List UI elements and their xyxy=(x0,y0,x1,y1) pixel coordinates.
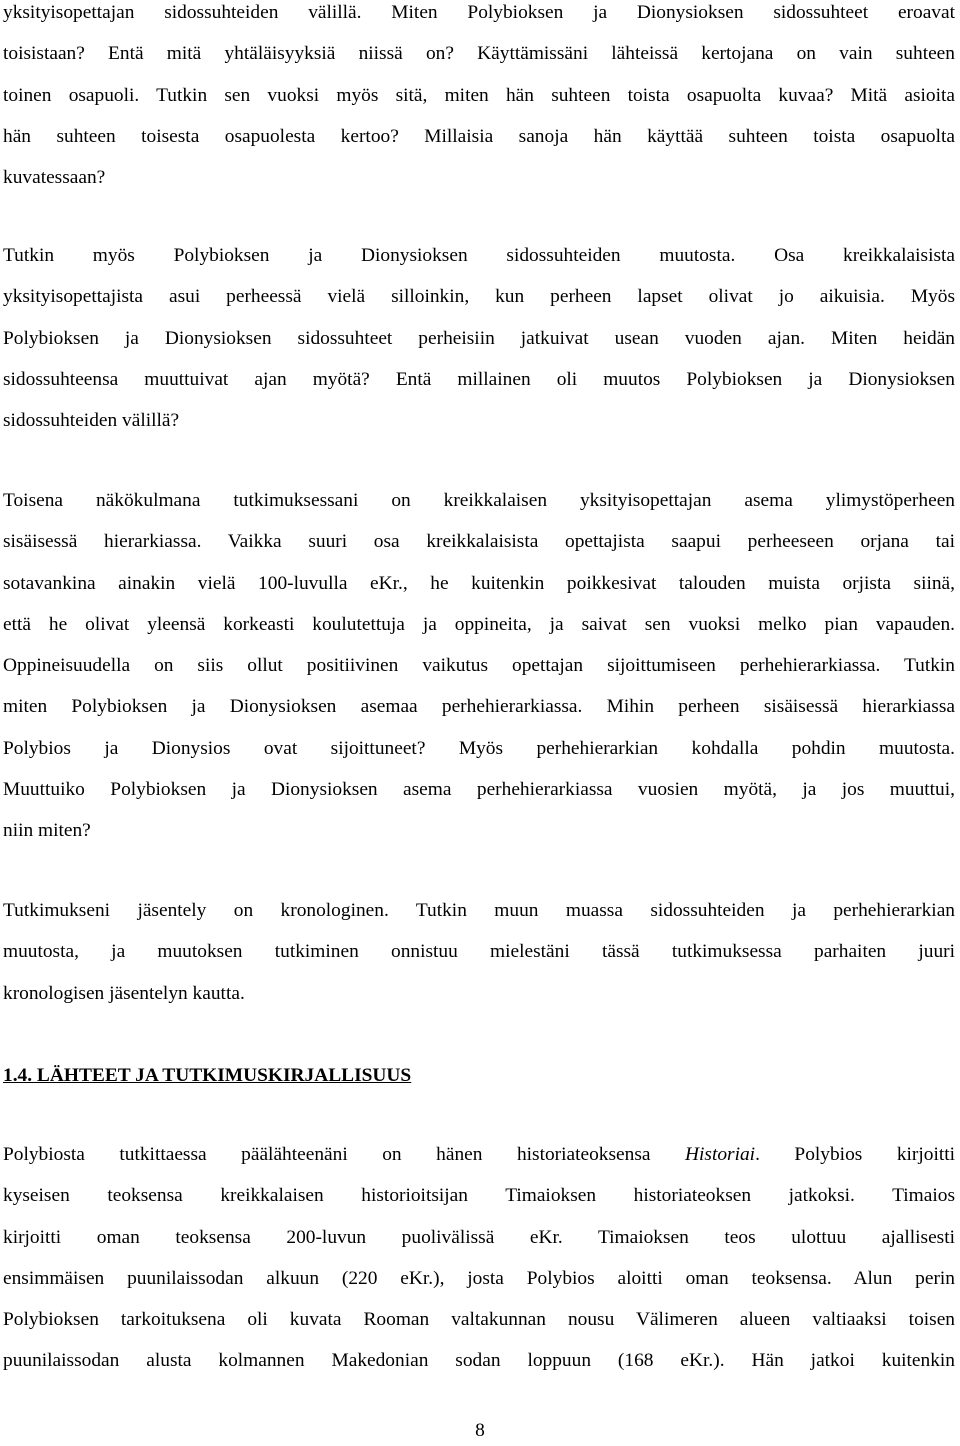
text-line: niin miten? xyxy=(3,820,91,842)
paragraph-hierarchy-questions xyxy=(3,480,955,852)
paragraph-change-questions xyxy=(3,235,955,441)
text-line: Polybioksen ja Dionysioksen sidossuhteet perheisiin jatkuivat usean vuoden ajan. Miten heidän xyxy=(3,327,955,349)
text-line: Polybioksen tarkoituksena oli kuvata Rooman valtakunnan nousu Välimeren alueen valtiaaksi toisen xyxy=(3,1309,955,1331)
text-line: Polybios ja Dionysios ovat sijoittuneet? Myös perhehierarkian kohdalla pohdin muutosta. xyxy=(3,737,955,759)
text-run: Polybiosta tutkittaessa päälähteenäni on hänen historiateoksensa xyxy=(3,1144,686,1165)
text-line: yksityisopettajan sidossuhteiden välillä. Miten Polybioksen ja Dionysioksen sidossuhteet eroavat xyxy=(3,2,955,23)
text-line: miten Polybioksen ja Dionysioksen asemaa perhehierarkiassa. Mihin perheen sisäisessä hierarkiassa xyxy=(3,696,955,718)
text-line: sotavankina ainakin vielä 100-luvulla eKr., he kuitenkin poikkesivat talouden muista orjista siinä, xyxy=(3,572,955,594)
paragraph-sources xyxy=(3,1134,955,1382)
text-line: toinen osapuoli. Tutkin sen vuoksi myös sitä, miten hän suhteen toista osapuolta kuvaa? Mitä asioita xyxy=(3,84,955,106)
text-line xyxy=(3,1134,955,1175)
text-line: Tutkin myös Polybioksen ja Dionysioksen sidossuhteiden muutosta. Osa kreikkalaisista xyxy=(3,245,955,266)
text-line: Oppineisuudella on siis ollut positiivinen vaikutus opettajan sijoittumiseen perhehierarkiassa. Tutkin xyxy=(3,655,955,677)
text-line: kronologisen jäsentelyn kautta. xyxy=(3,982,245,1004)
text-line: yksityisopettajista asui perheessä vielä silloinkin, kun perheen lapset olivat jo aikuisia. Myös xyxy=(3,286,955,308)
text-line: hän suhteen toisesta osapuolesta kertoo? Millaisia sanoja hän käyttää suhteen toista osapuolta xyxy=(3,125,955,147)
text-line: Muuttuiko Polybioksen ja Dionysioksen asema perhehierarkiassa vuosien myötä, ja jos muuttui, xyxy=(3,779,955,801)
section-heading: 1.4. LÄHTEET JA TUTKIMUSKIRJALLISUUS xyxy=(3,1065,412,1086)
text-line: kirjoitti oman teoksensa 200-luvun puolivälissä eKr. Timaioksen teos ulottuu ajallisesti xyxy=(3,1226,955,1248)
text-line: toisistaan? Entä mitä yhtäläisyyksiä niissä on? Käyttämissäni lähteissä kertojana on vain suhteen xyxy=(3,43,955,65)
page-number: 8 xyxy=(475,1420,485,1441)
text-line: sidossuhteiden välillä? xyxy=(3,410,180,432)
text-line: että he olivat yleensä korkeasti koulutettuja ja oppineita, ja saivat sen vuoksi melko pian vapauden. xyxy=(3,613,955,635)
paragraph-intro-questions xyxy=(3,0,955,198)
text-line: sidossuhteensa muuttuivat ajan myötä? Entä millainen oli muutos Polybioksen ja Dionysioksen xyxy=(3,368,955,390)
book-title: Historiai xyxy=(685,1144,756,1165)
text-line: kuvatessaan? xyxy=(3,167,106,189)
text-line: muutosta, ja muutoksen tutkiminen onnistuu mielestäni tässä tutkimuksessa parhaiten juuri xyxy=(3,941,955,963)
text-line: kyseisen teoksensa kreikkalaisen historioitsijan Timaioksen historiateoksen jatkoksi. Timaios xyxy=(3,1185,955,1207)
text-line: Toisena näkökulmana tutkimuksessani on kreikkalaisen yksityisopettajan asema ylimystöperheen xyxy=(3,490,955,511)
paragraph-structure xyxy=(3,890,955,1014)
text-line: Tutkimukseni jäsentely on kronologinen. Tutkin muun muassa sidossuhteiden ja perhehierarkian xyxy=(3,900,955,921)
text-line: sisäisessä hierarkiassa. Vaikka suuri osa kreikkalaisista opettajista saapui perheeseen orjana tai xyxy=(3,531,955,553)
text-run: . Polybios kirjoitti xyxy=(755,1144,955,1165)
text-line: puunilaissodan alusta kolmannen Makedonian sodan loppuun (168 eKr.). Hän jatkoi kuitenkin xyxy=(3,1350,955,1372)
text-line: ensimmäisen puunilaissodan alkuun (220 eKr.), josta Polybios aloitti oman teoksensa. Alun perin xyxy=(3,1267,955,1289)
